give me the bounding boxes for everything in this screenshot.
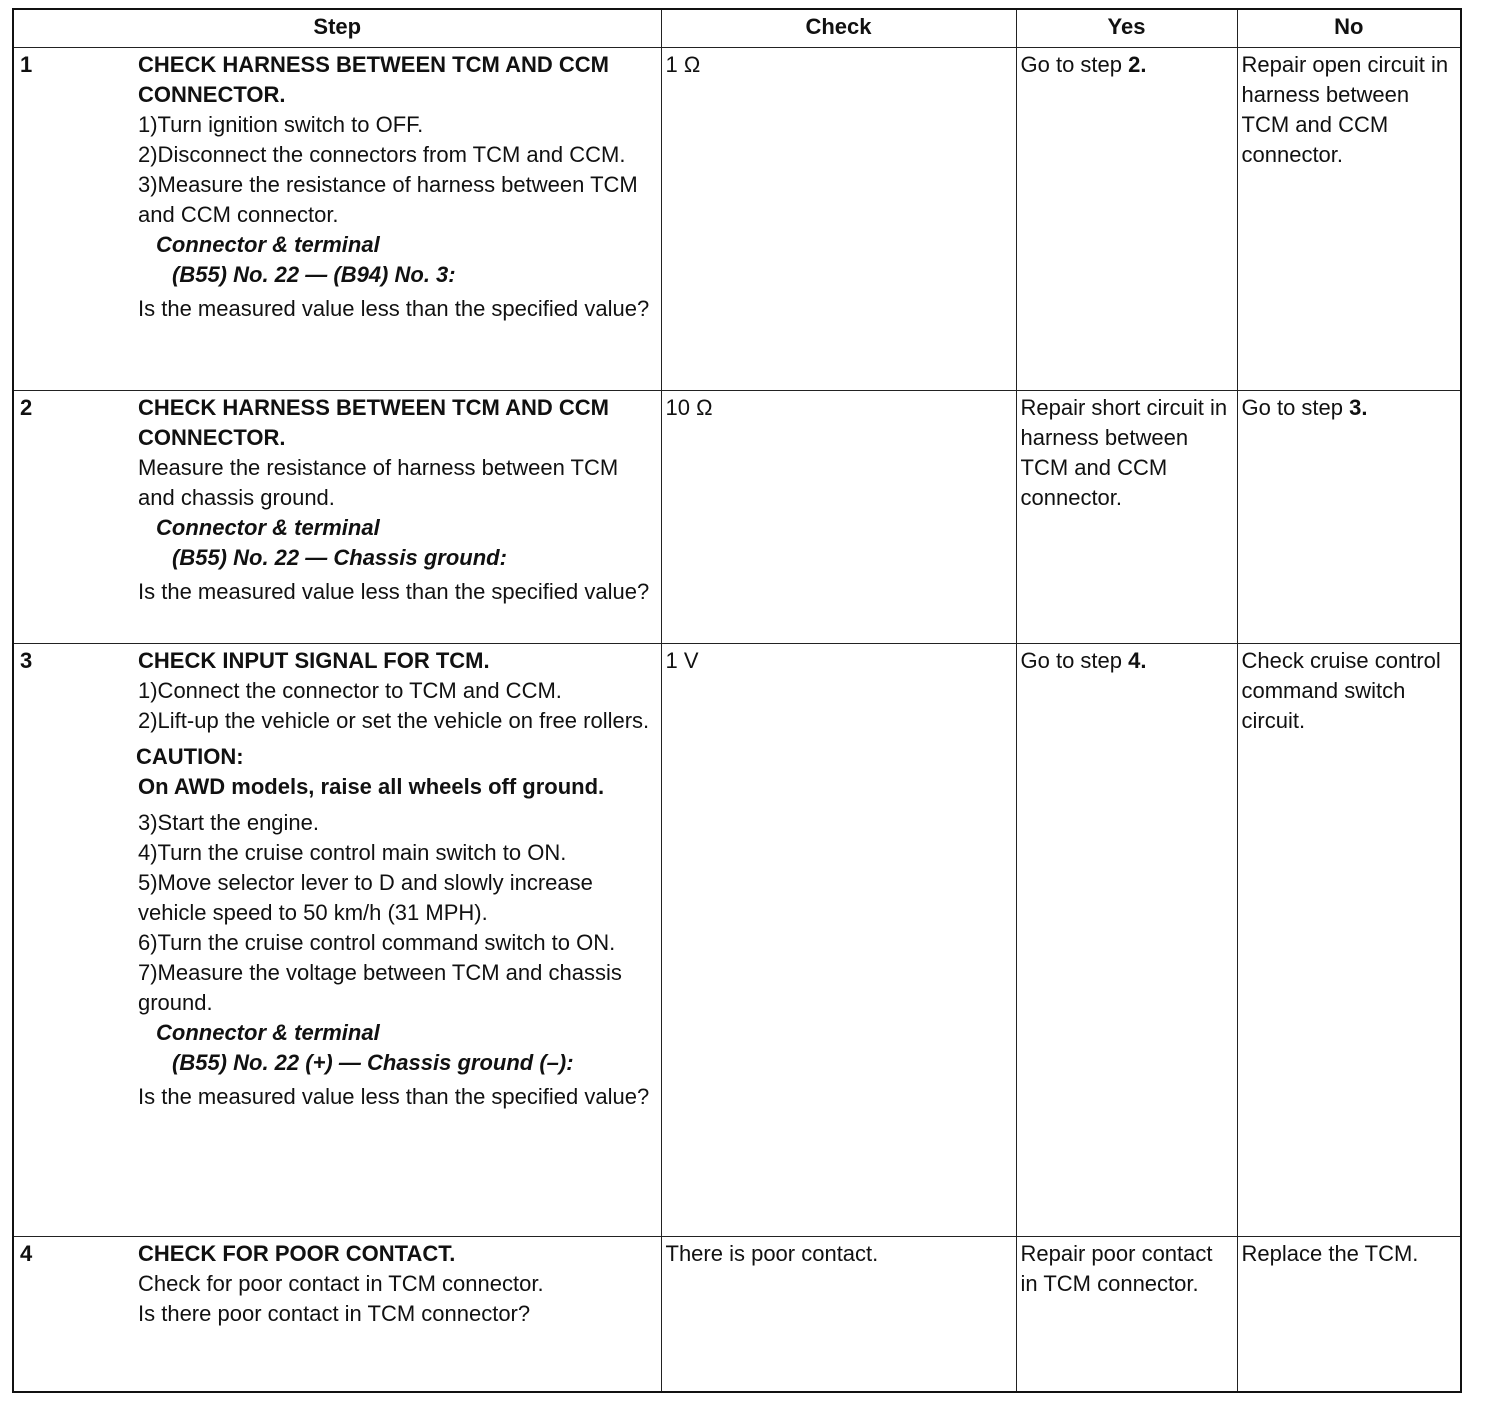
step-question: Is the measured value less than the specified value? bbox=[138, 1084, 650, 1109]
step-number: 3 bbox=[20, 648, 33, 673]
step-number: 2 bbox=[20, 395, 33, 420]
step-instruction: 1)Connect the connector to TCM and CCM. bbox=[138, 678, 562, 703]
connector-label: Connector & terminal bbox=[156, 232, 380, 257]
step-cell bbox=[13, 1237, 661, 1393]
step-instruction: 4)Turn the cruise control main switch to ON. bbox=[138, 840, 567, 865]
connector-label: Connector & terminal bbox=[156, 1020, 380, 1045]
diagnostic-table bbox=[12, 8, 1462, 1393]
no-cell: Replace the TCM. bbox=[1237, 1237, 1461, 1393]
table-row bbox=[13, 644, 1461, 1237]
header-check: Check bbox=[661, 9, 1016, 48]
step-instruction: 2)Disconnect the connectors from TCM and CCM. bbox=[138, 142, 626, 167]
step-reference: 2. bbox=[1128, 52, 1147, 77]
step-title: CHECK FOR POOR CONTACT. bbox=[138, 1241, 456, 1266]
check-cell: 1 V bbox=[661, 644, 1016, 1237]
yes-cell bbox=[1016, 644, 1237, 1237]
table-row bbox=[13, 48, 1461, 391]
step-instruction: Check for poor contact in TCM connector. bbox=[138, 1271, 544, 1296]
step-instruction: 3)Start the engine. bbox=[138, 810, 320, 835]
table-row bbox=[13, 391, 1461, 644]
step-instruction: Measure the resistance of harness between TCM and chassis ground. bbox=[138, 455, 619, 510]
table-row bbox=[13, 1237, 1461, 1393]
check-cell: There is poor contact. bbox=[661, 1237, 1016, 1393]
header-yes: Yes bbox=[1016, 9, 1237, 48]
step-instruction: 5)Move selector lever to D and slowly increase vehicle speed to 50 km/h (31 MPH). bbox=[138, 870, 593, 925]
step-cell bbox=[13, 48, 661, 391]
yes-cell bbox=[1016, 48, 1237, 391]
connector-pins: (B55) No. 22 — (B94) No. 3: bbox=[172, 262, 456, 287]
yes-cell: Repair poor contact in TCM connector. bbox=[1016, 1237, 1237, 1393]
step-title: CHECK INPUT SIGNAL FOR TCM. bbox=[138, 648, 490, 673]
yes-text: Go to step bbox=[1020, 52, 1129, 77]
step-instruction: 2)Lift-up the vehicle or set the vehicle on free rollers. bbox=[138, 708, 650, 733]
table-header-row bbox=[13, 9, 1461, 48]
no-text: Go to step bbox=[1241, 395, 1350, 420]
header-step: Step bbox=[13, 9, 661, 48]
step-title: CHECK HARNESS BETWEEN TCM AND CCM CONNECTOR. bbox=[138, 395, 609, 450]
step-instruction: 3)Measure the resistance of harness between TCM and CCM connector. bbox=[138, 172, 638, 227]
step-instruction: 7)Measure the voltage between TCM and chassis ground. bbox=[138, 960, 622, 1015]
caution-heading: CAUTION: bbox=[136, 744, 244, 769]
step-question: Is there poor contact in TCM connector? bbox=[138, 1301, 531, 1326]
connector-label: Connector & terminal bbox=[156, 515, 380, 540]
step-number: 1 bbox=[20, 52, 33, 77]
no-cell: Check cruise control command switch circuit. bbox=[1237, 644, 1461, 1237]
step-cell bbox=[13, 644, 661, 1237]
step-number: 4 bbox=[20, 1241, 33, 1266]
connector-pins: (B55) No. 22 (+) — Chassis ground (–): bbox=[172, 1050, 574, 1075]
step-reference: 4. bbox=[1128, 648, 1147, 673]
no-cell bbox=[1237, 391, 1461, 644]
step-question: Is the measured value less than the specified value? bbox=[138, 579, 650, 604]
yes-text: Go to step bbox=[1020, 648, 1129, 673]
caution-text: On AWD models, raise all wheels off ground. bbox=[138, 774, 605, 799]
step-instruction: 6)Turn the cruise control command switch to ON. bbox=[138, 930, 616, 955]
check-cell: 1 Ω bbox=[661, 48, 1016, 391]
no-cell: Repair open circuit in harness between TCM and CCM connector. bbox=[1237, 48, 1461, 391]
step-instruction: 1)Turn ignition switch to OFF. bbox=[138, 112, 424, 137]
check-cell: 10 Ω bbox=[661, 391, 1016, 644]
step-question: Is the measured value less than the specified value? bbox=[138, 296, 650, 321]
yes-cell: Repair short circuit in harness between TCM and CCM connector. bbox=[1016, 391, 1237, 644]
step-reference: 3. bbox=[1349, 395, 1368, 420]
step-cell bbox=[13, 391, 661, 644]
step-title: CHECK HARNESS BETWEEN TCM AND CCM CONNECTOR. bbox=[138, 52, 609, 107]
header-no: No bbox=[1237, 9, 1461, 48]
connector-pins: (B55) No. 22 — Chassis ground: bbox=[172, 545, 507, 570]
